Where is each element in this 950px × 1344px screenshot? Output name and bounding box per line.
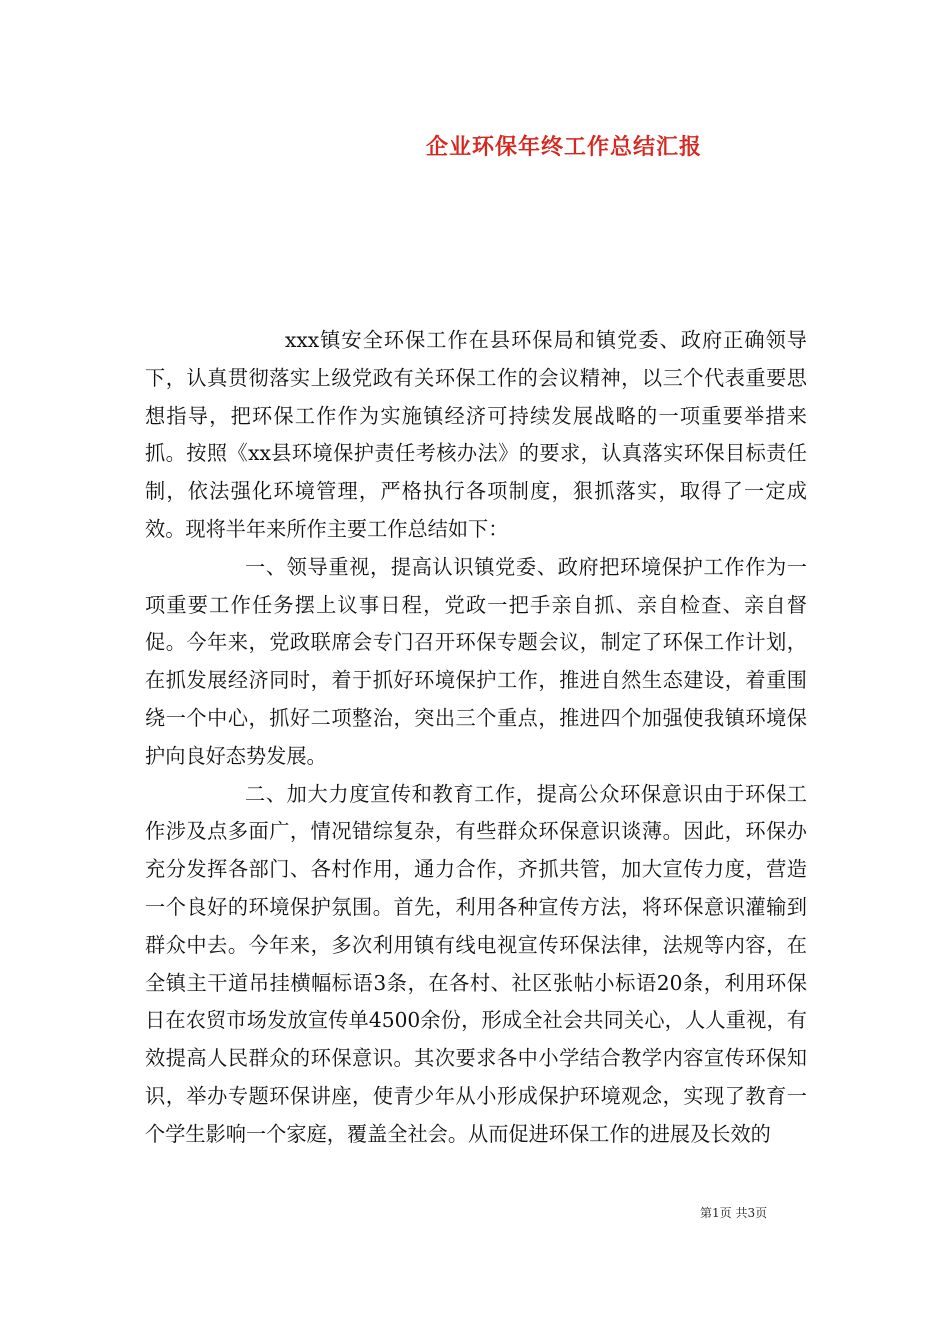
paragraph-intro: xxx镇安全环保工作在县环保局和镇党委、政府正确领导下，认真贯彻落实上级党政有关环保工作的会议精神，以三个代表重要思想指导，把环保工作作为实施镇经济可持续发展战略的一项重要举措来抓。按照《xx县环境保护责任考核办法》的要求，认真落实环保目标责任制，依法强化环境管理，严格执行各项制度，狠抓落实，取得了一定成效。现将半年来所作主要工作总结如下： bbox=[145, 328, 807, 541]
document-body bbox=[145, 322, 807, 1154]
paragraph-section-1: 一、领导重视，提高认识镇党委、政府把环境保护工作作为一项重要工作任务摆上议事日程，党政一把手亲自抓、亲自检查、亲自督促。今年来，党政联席会专门召开环保专题会议，制定了环保工作计划，在抓发展经济同时，着于抓好环境保护工作，推进自然生态建设，着重围绕一个中心，抓好二项整治，突出三个重点，推进四个加强使我镇环境保护向良好态势发展。 bbox=[145, 554, 807, 768]
page-number: 第1页 共3页 bbox=[700, 1206, 768, 1220]
document-title: 企业环保年终工作总结汇报 bbox=[425, 135, 702, 160]
paragraph-section-2: 二、加大力度宣传和教育工作，提高公众环保意识由于环保工作涉及点多面广，情况错综复杂，有些群众环保意识谈薄。因此，环保办充分发挥各部门、各村作用，通力合作，齐抓共管，加大宣传力度，营造一个良好的环境保护氛围。首先，利用各种宣传方法，将环保意识灌输到群众中去。今年来，多次利用镇有线电视宣传环保法律，法规等内容，在全镇主干道吊挂横幅标语3条，在各村、社区张帖小标语20条，利用环保日在农贸市场发放宣传单4500余份，形成全社会共同关心，人人重视，有效提高人民群众的环保意识。其次要求各中小学结合教学内容宣传环保知识，举办专题环保讲座，使青少年从小形成保护环境观念，实现了教育一个学生影响一个家庭，覆盖全社会。从而促进环保工作的进展及长效的 bbox=[145, 781, 807, 1146]
